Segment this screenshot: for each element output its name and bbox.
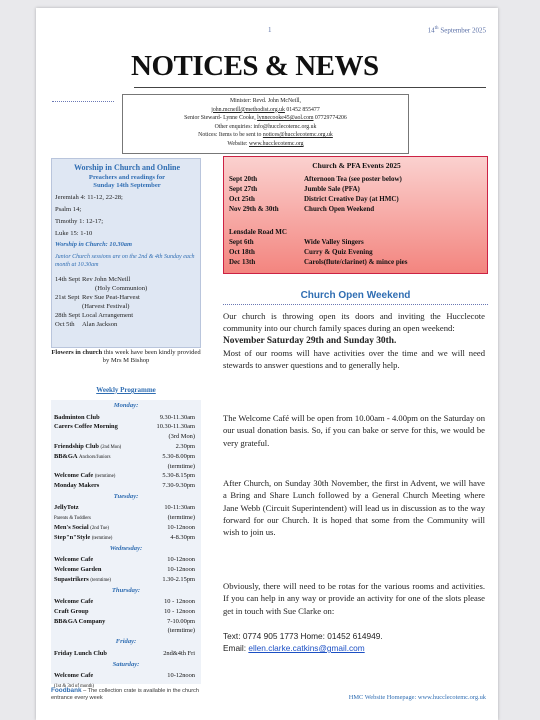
contact-phone: Text: 0774 905 1773 Home: 01452 614949.: [223, 631, 383, 641]
programme-item: Welcome Cafe 10 - 12noon: [54, 598, 195, 605]
programme-item: BB&GA Anchors/Juniors 5.30-8.00pm: [54, 452, 195, 460]
open-weekend-para-4: Obviously, there will need to be rotas for the various rooms and activities. If you can help in any way or provide an activity for one of the slots please get in touch with Sue Clarke on:: [223, 581, 485, 616]
open-weekend-title: Church Open Weekend: [300, 290, 411, 301]
dotted-divider: [223, 304, 488, 305]
programme-item: (1st & 3rd of month): [54, 683, 94, 689]
open-weekend-para-2: The Welcome Café will be open from 10.00am - 4.00pm on the Saturday on our usual donation basis. So, if you can bake or serve for this, we would be very grateful.: [223, 413, 485, 448]
preachers-list: [55, 275, 147, 329]
minister-contact: john.mcneill@methodist.org.uk 01452 855477: [211, 106, 320, 113]
preacher-row: 28th Sept Local Arrangement: [55, 312, 134, 319]
event-row: Sept 6th Wide Valley Singers: [229, 238, 364, 246]
flowers-note: Flowers in church this week have been kindly provided by Mrs M Bishop: [51, 349, 201, 365]
preacher-row: 21st Sept Rev Sue Peat-Harvest: [55, 294, 140, 301]
footer-website[interactable]: HMC Website Homepage: www.hucclecotemc.org.uk: [348, 694, 486, 701]
event-row: Nov 29th & 30th Church Open Weekend: [229, 205, 375, 213]
weekly-programme-title: Weekly Programme: [96, 386, 156, 394]
event-row: Oct 18th Curry & Quiz Evening: [229, 248, 373, 256]
programme-day: Thursday:: [111, 586, 141, 594]
preacher-row: Oct 5th Alan Jackson: [55, 321, 118, 328]
preacher-note: (Holy Communion): [95, 285, 148, 292]
reading: Luke 15: 1-10: [55, 230, 93, 237]
worship-panel: [51, 158, 201, 348]
programme-item: Badminton Club 9.30-11.30am: [54, 413, 195, 421]
programme-item: Welcome Cafe (termtime) 5.30-8.15pm: [54, 472, 195, 480]
minister-line: Minister: Revd. John McNeill,: [229, 98, 301, 104]
programme-day: Saturday:: [112, 660, 140, 668]
title-divider: [134, 87, 486, 88]
programme-item: Friendship Club (2nd Mon) 2.30pm: [54, 442, 195, 450]
programme-item: Friday Lunch Club 2nd&4th Fri: [54, 649, 195, 657]
website-line: Website: www.hucclecotemc.org: [227, 140, 304, 147]
programme-item: Carers Coffee Morning 10.30-11.30am: [54, 423, 195, 431]
dotted-divider: [52, 101, 114, 102]
preacher-note: (Harvest Festival): [82, 303, 130, 310]
website-link[interactable]: www.hucclecotemc.org: [249, 140, 304, 147]
programme-item: Welcome Garden 10-12noon: [54, 565, 195, 573]
programme-item: Supastrikers (termtime) 1.30-2.15pm: [54, 575, 195, 583]
page-title: NOTICES & NEWS: [131, 50, 379, 82]
programme-item: Welcome Cafe 10-12noon: [54, 672, 195, 679]
event-row: Oct 25th District Creative Day (at HMC): [229, 195, 399, 203]
programme-item: JellyTotz 10-11:30am: [54, 504, 195, 512]
programme-day: Tuesday:: [113, 492, 139, 500]
programme-item: Men's Social (2nd Tue) 10-12noon: [54, 524, 195, 531]
newsletter-page: 1 14th September 2025 NOTICES & NEWS Minister: Revd. John McNeill, john.mcneill@methodist.org.uk 01452 855477 Senior Steward- Lynne Cooke, lynnecooke45@aol.com 07729774206 Other enquiries: info@hucclecotemc.org.uk Notices: Items to be sent to notices@hucclecotemc.org.uk Website: www.hucclecotemc.org Worship in Church and Online Preachers and readings for Sunday 14th September Jeremiah 4: 11-12, 22-28; Psalm 14; Timothy 1: 12-17; Luke 15: 1-10 Worship in Church: 10.30am Junior Church sessions are on the 2nd & 4th Sunday each month at 10.30am 14th Sept Rev John McNeill (Holy Communion) 21st Sept Rev Sue Peat-Harvest (Harvest Festival) 28th Sept Local Arrangement Oct 5th Alan Jackson Flowers in church this week have been kindly provided by Mrs M Bishop Weekly Programme Monday: Badminton Club 9.30-11.30am Carers Coffee Morning 10.30-11.30am (3rd Mon) Friendship Club (2nd Mon) 2.30pm BB&GA Anchors/Juniors 5.30-8.00pm (termtime) Welcome Cafe (termtime) 5.30-8.15pm Monday Makers 7.30-9.30pm Tuesday: JellyTotz 10-11:30am Parents & Toddlers (termtime) Men's Social (2nd Tue) 10-12noon Step"n"Style (termtime) 4-8.30pm Wednesday: Welcome Cafe 10-12noon Welcome Garden 10-12noon Supastrikers (termtime) 1.30-2.15pm Thursday: Welcome Cafe 10 - 12noon Craft Group 10 - 12noon BB&GA Company 7-10.00pm (termtime) Friday: Friday Lunch Club 2nd&4th Fri Saturday: Welcome Cafe 10-12noon (1st & 3rd of month) Foodbank – The collection crate is available in the church entrance every week Church & PFA Events 2025 Sept 20th Afternoon Tea (see poster below) Sept 27th Jumble Sale (PFA) Oct 25th District Creative Day (at HMC) Nov 29th & 30th Church Open Weekend Lensdale Road MC Sept 6th Wide Valley Singers Oct 18th Curry & Quiz Evening Dec 13th Carols(flute/clarinet) & mince pies Church Open Weekend Our church is throwing open its doors and inviting the Hucclecote community into our church family spaces during an open weekend: November Saturday 29th and Sunday 30th. Most of our rooms will have activities over the time and we will need stewards to answer questions and to generally help. The Welcome Café will be open from 10.00am - 4.00pm on the Saturday on our usual donation basis. So, if you can bake or serve for this, we would be very grateful. After Church, on Sunday 30th November, the first in Advent, we will have a Bring and Share Lunch followed by a General Church Meeting where Jane Webb (Circuit Superintendent) will lead us in discussion as to the way forward for our Church. It is hoped that some from the Community will wish to join us. Obviously, there will need to be rotas for the various rooms and activities. If you can help in any way or provide an activity for one of the slots please get in touch with Sue Clarke on: Text: 0774 905 1773 Home: 01452 614949. Email: ellen.clarke.catkins@gmail.com HMC Website Homepage: www.hucclecotemc.org.uk: [36, 8, 498, 720]
open-weekend-para-1: Our church is throwing open its doors and inviting the Hucclecote community into our church family spaces during an open weekend: November Saturday 29th and Sunday 30th. Most of our rooms will have activities over the time and we will need stewards to answer questions and to generally help.: [223, 311, 485, 371]
programme-item: Craft Group 10 - 12noon: [54, 607, 195, 615]
programme-day: Wednesday:: [109, 544, 143, 552]
preacher-row: 14th Sept Rev John McNeill: [55, 276, 131, 283]
page-number: 1: [268, 26, 272, 34]
contact-email-line: Email: ellen.clarke.catkins@gmail.com: [223, 643, 365, 653]
notices-email-link[interactable]: notices@hucclecotemc.org.uk: [262, 132, 333, 139]
programme-day: Friday:: [115, 638, 137, 646]
worship-time: Worship in Church: 10.30am: [55, 241, 132, 248]
open-weekend-dates: November Saturday 29th and Sunday 30th.: [223, 335, 397, 346]
event-row: Dec 13th Carols(flute/clarinet) & mince pies: [229, 258, 408, 266]
programme-item: BB&GA Company 7-10.00pm: [54, 617, 195, 625]
readings-heading: Preachers and readings for Sunday 14th September: [88, 174, 166, 189]
reading: Jeremiah 4: 11-12, 22-28;: [55, 194, 123, 201]
reading: Psalm 14;: [55, 206, 82, 213]
junior-church-note: Junior Church sessions are on the 2nd & 4th Sunday each month at 10.30am: [55, 254, 195, 268]
programme-item: Parents & Toddlers (termtime): [54, 514, 195, 522]
open-weekend-para-3: After Church, on Sunday 30th November, the first in Advent, we will have a Bring and Share Lunch followed by a General Church Meeting where Jane Webb (Circuit Superintendent) will lead us in discussion as to the way forward for our Church. It is hoped that some from the Community will wish to join us.: [223, 478, 485, 538]
notices-line: Notices: Items to be sent to notices@hucclecotemc.org.uk: [198, 132, 333, 139]
enquiries-line: Other enquiries: info@hucclecotemc.org.uk: [214, 123, 317, 130]
events-subtitle: Lensdale Road MC: [229, 228, 287, 236]
contact-box: [122, 94, 409, 154]
worship-title: Worship in Church and Online: [73, 163, 181, 172]
programme-item: Monday Makers 7.30-9.30pm: [54, 482, 195, 490]
programme-day: Monday:: [113, 402, 139, 409]
events-title: Church & PFA Events 2025: [312, 161, 401, 170]
reading: Timothy 1: 12-17;: [55, 218, 104, 225]
programme-item: Step"n"Style (termtime) 4-8.30pm: [54, 533, 195, 541]
foodbank-note: Foodbank – The collection crate is available in the church entrance every week: [51, 687, 199, 701]
minister-email-link[interactable]: john.mcneill@methodist.org.uk: [211, 106, 285, 113]
readings-list: [55, 192, 123, 240]
steward-line: Senior Steward- Lynne Cooke, lynnecooke45@aol.com 07729774206: [184, 115, 347, 122]
events-box: [223, 156, 488, 274]
contact-email-link[interactable]: ellen.clarke.catkins@gmail.com: [248, 643, 365, 653]
event-row: Sept 20th Afternoon Tea (see poster below): [229, 175, 402, 183]
issue-date: 14th September 2025: [427, 26, 486, 35]
programme-item: Welcome Cafe 10-12noon: [54, 556, 195, 564]
event-row: Sept 27th Jumble Sale (PFA): [229, 185, 360, 193]
steward-email-link[interactable]: lynnecooke45@aol.com: [257, 115, 314, 122]
